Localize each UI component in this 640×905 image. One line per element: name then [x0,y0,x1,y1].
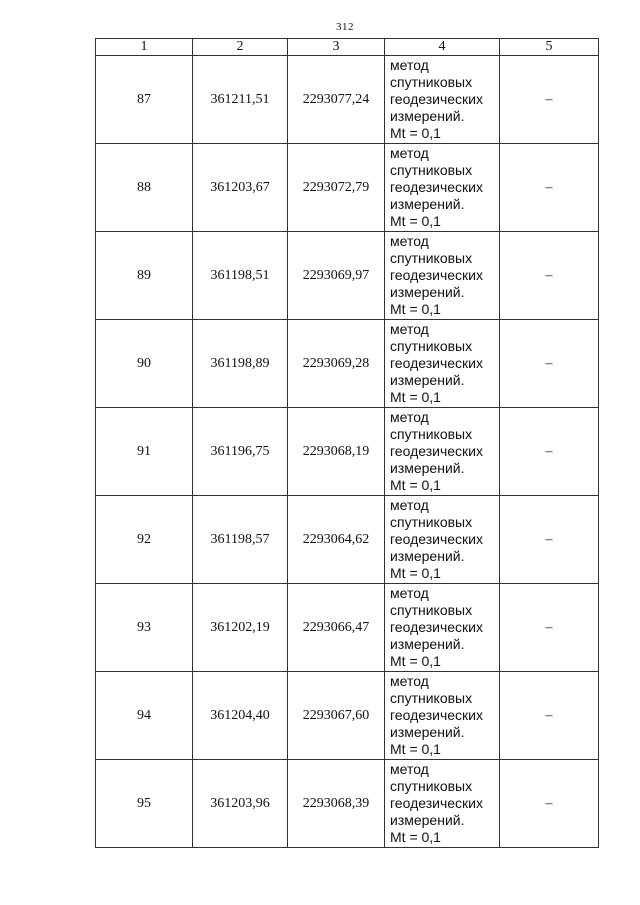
y-coordinate-cell: 2293068,19 [288,408,385,496]
method-line: метод [390,57,429,73]
method-line: измерений. [390,284,465,300]
point-number-cell: 91 [96,408,193,496]
accuracy-line: Mt = 0,1 [390,301,441,317]
method-cell [385,496,500,584]
method-line: метод [390,585,429,601]
table-row [96,56,599,144]
column-5-cell: – [500,496,599,584]
method-cell [385,408,500,496]
method-line: спутниковых [390,162,473,178]
y-coordinate-cell: 2293066,47 [288,584,385,672]
method-line: спутниковых [390,338,473,354]
method-line: измерений. [390,372,465,388]
table-row [96,144,599,232]
point-number-cell: 93 [96,584,193,672]
method-cell [385,320,500,408]
point-number-cell: 90 [96,320,193,408]
x-coordinate-cell: 361198,57 [193,496,288,584]
method-line: измерений. [390,812,465,828]
method-line: спутниковых [390,74,473,90]
method-line: геодезических [390,267,483,283]
method-line: геодезических [390,443,483,459]
method-line: спутниковых [390,250,473,266]
x-coordinate-cell: 361198,89 [193,320,288,408]
method-line: спутниковых [390,778,473,794]
y-coordinate-cell: 2293064,62 [288,496,385,584]
method-line: измерений. [390,108,465,124]
method-line: геодезических [390,531,483,547]
method-line: измерений. [390,460,465,476]
column-5-cell: – [500,144,599,232]
table-row [96,672,599,760]
y-coordinate-cell: 2293077,24 [288,56,385,144]
point-number-cell: 92 [96,496,193,584]
method-line: спутниковых [390,690,473,706]
x-coordinate-cell: 361196,75 [193,408,288,496]
column-5-cell: – [500,408,599,496]
method-line: метод [390,761,429,777]
column-5-cell: – [500,56,599,144]
method-line: геодезических [390,179,483,195]
method-line: геодезических [390,795,483,811]
y-coordinate-cell: 2293072,79 [288,144,385,232]
x-coordinate-cell: 361211,51 [193,56,288,144]
method-line: геодезических [390,355,483,371]
point-number-cell: 89 [96,232,193,320]
method-cell [385,672,500,760]
accuracy-line: Mt = 0,1 [390,389,441,405]
accuracy-line: Mt = 0,1 [390,741,441,757]
column-5-cell: – [500,320,599,408]
accuracy-line: Mt = 0,1 [390,653,441,669]
point-number-cell: 95 [96,760,193,848]
column-header-1: 1 [96,39,193,56]
page-number: 312 [336,21,354,33]
column-5-cell: – [500,672,599,760]
x-coordinate-cell: 361202,19 [193,584,288,672]
method-line: измерений. [390,548,465,564]
method-line: метод [390,673,429,689]
accuracy-line: Mt = 0,1 [390,213,441,229]
method-line: метод [390,145,429,161]
method-cell [385,232,500,320]
coordinates-table [95,38,599,848]
method-cell [385,144,500,232]
y-coordinate-cell: 2293069,28 [288,320,385,408]
table-header-row [96,39,599,56]
accuracy-line: Mt = 0,1 [390,125,441,141]
method-line: спутниковых [390,426,473,442]
method-line: метод [390,497,429,513]
column-header-5: 5 [500,39,599,56]
column-5-cell: – [500,760,599,848]
column-5-cell: – [500,584,599,672]
accuracy-line: Mt = 0,1 [390,829,441,845]
method-cell [385,56,500,144]
method-line: метод [390,409,429,425]
method-line: измерений. [390,636,465,652]
method-line: измерений. [390,196,465,212]
point-number-cell: 88 [96,144,193,232]
accuracy-line: Mt = 0,1 [390,477,441,493]
method-line: геодезических [390,707,483,723]
y-coordinate-cell: 2293068,39 [288,760,385,848]
method-line: измерений. [390,724,465,740]
column-header-3: 3 [288,39,385,56]
table-row [96,232,599,320]
column-5-cell: – [500,232,599,320]
y-coordinate-cell: 2293067,60 [288,672,385,760]
table-row [96,408,599,496]
x-coordinate-cell: 361203,96 [193,760,288,848]
y-coordinate-cell: 2293069,97 [288,232,385,320]
method-line: спутниковых [390,602,473,618]
method-line: метод [390,233,429,249]
table-row [96,320,599,408]
x-coordinate-cell: 361204,40 [193,672,288,760]
column-header-4: 4 [385,39,500,56]
table-row [96,760,599,848]
point-number-cell: 94 [96,672,193,760]
method-line: спутниковых [390,514,473,530]
table-row [96,496,599,584]
point-number-cell: 87 [96,56,193,144]
method-cell [385,584,500,672]
x-coordinate-cell: 361198,51 [193,232,288,320]
method-line: геодезических [390,91,483,107]
method-cell [385,760,500,848]
table-row [96,584,599,672]
column-header-2: 2 [193,39,288,56]
method-line: геодезических [390,619,483,635]
x-coordinate-cell: 361203,67 [193,144,288,232]
method-line: метод [390,321,429,337]
accuracy-line: Mt = 0,1 [390,565,441,581]
